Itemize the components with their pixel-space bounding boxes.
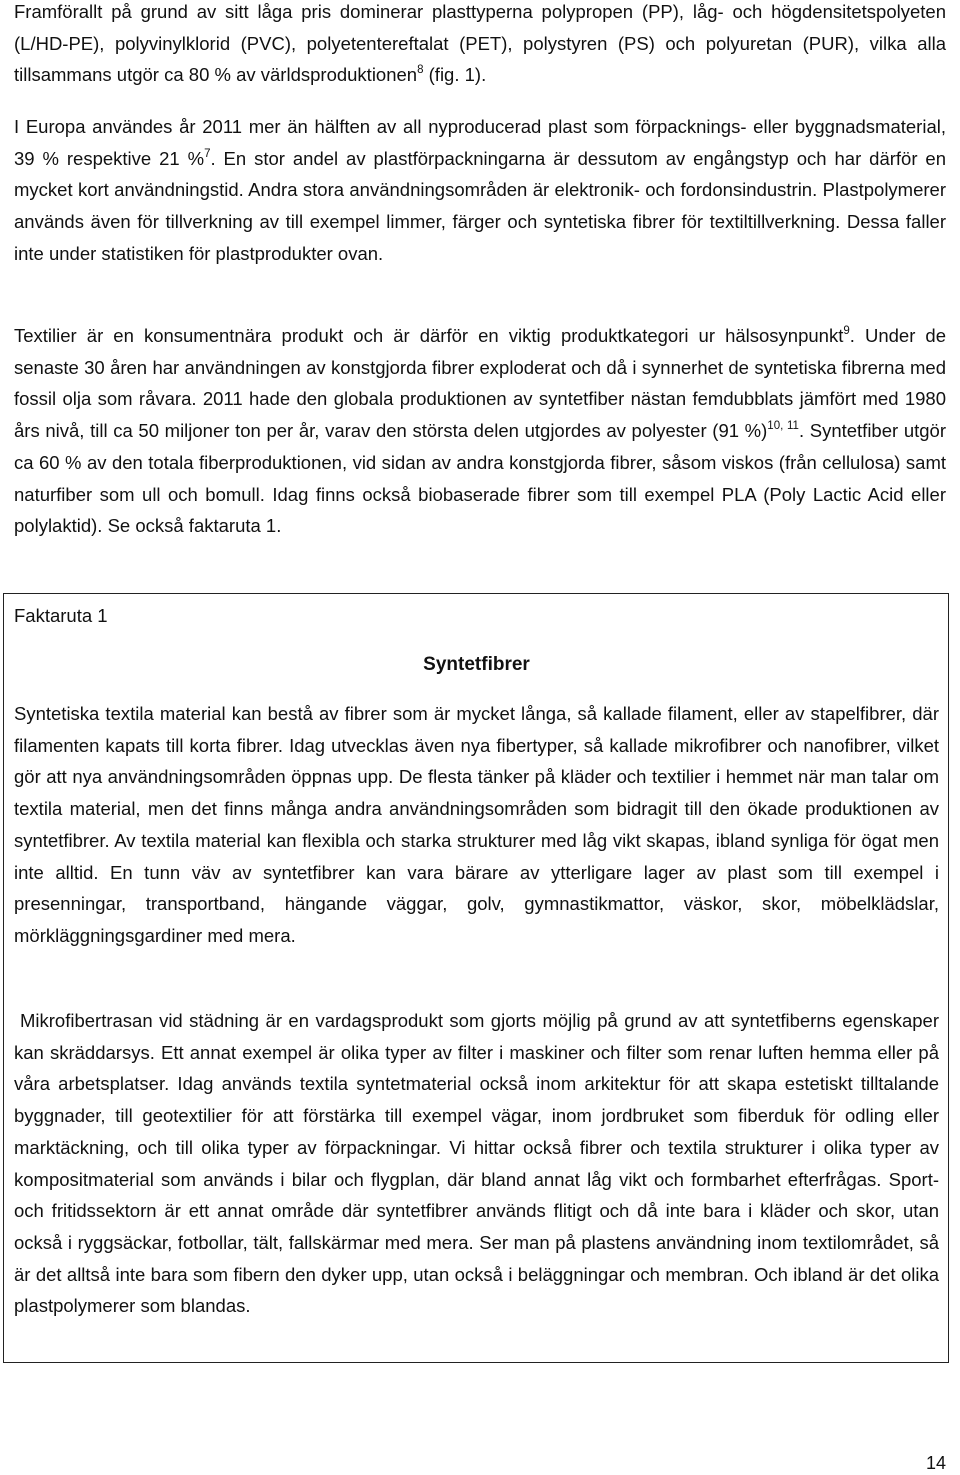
- paragraph-text: . En stor andel av plastförpackningarna är dessutom av engångstyp och har därför en mycket kort användningstid. Andra stora användningsområden är elektronik- och fordonsindustrin. Plastpolymerer används även för tillverkning av till exempel limmer, färger och syntetiska fibrer för textiltillverkning. Dessa faller inte under statistiken för plastprodukter ovan.: [14, 147, 946, 264]
- factbox: [3, 593, 949, 1363]
- paragraph-text: . Under de senaste 30 åren har användningen av konstgjorda fibrer exploderat och då i synnerhet de syntetiska fibrerna med fossil olja som råvara. 2011 hade den globala produktionen av syntetfiber nästan femdubblats jämfört med 1980 års nivå, till ca 50 miljoner ton per år, varav den största delen utgjordes av polyester (91 %): [14, 325, 947, 442]
- footnote-ref: 8: [417, 64, 424, 77]
- paragraph-text: . Syntetfiber utgör ca 60 % av den totala fiberproduktionen, vid sidan av andra konstgjorda fibrer, såsom viskos (från cellulosa) samt naturfiber som ull och bomull. Idag finns också biobaserade fibrer som till exempel PLA (Poly Lactic Acid eller polylaktid). Se också faktaruta 1.: [14, 420, 946, 537]
- footnote-ref: 10, 11: [767, 420, 799, 433]
- factbox-heading: Syntetfibrer: [423, 654, 530, 675]
- body-paragraph-europe-usage: [14, 111, 946, 270]
- paragraph-text: I Europa användes år 2011 mer än hälften av all nyproducerad plast som förpacknings- eller byggnadsmaterial, 39 % respektive 21 %: [14, 116, 946, 169]
- body-paragraph-textiles: [14, 320, 946, 542]
- factbox-label: Faktaruta 1: [14, 605, 108, 626]
- page-number: 14: [925, 1453, 946, 1473]
- paragraph-text: Framförallt på grund av sitt låga pris dominerar plasttyperna polypropen (PP), låg- och högdensitetspolyeten (L/HD-PE), polyvinylklorid (PVC), polyetentereftalat (PET), polystyren (PS) och polyuretan (PUR), vilka alla tillsammans utgör ca 80 % av världsproduktionen: [14, 1, 946, 86]
- footnote-ref: 9: [843, 325, 850, 337]
- paragraph-text: (fig. 1).: [423, 64, 487, 86]
- paragraph-text: Textilier är en konsumentnära produkt och är därför en viktig produktkategori ur hälsosynpunkt: [14, 325, 844, 346]
- factbox-paragraph: Syntetiska textila material kan bestå av fibrer som är mycket långa, så kallade filament, eller av stapelfibrer, där filamenten kapats till korta fibrer. Idag utvecklas även nya fibertyper, så kallade mikrofibrer och nanofibrer, vilket gör att nya användningsområden öppnas upp. De flesta tänker på kläder och textilier i hemmet när man talar om textila material, men det finns många andra användningsområden som bidragit till den ökade produktionen av syntetfibrer. Av textila material kan flexibla och starka strukturer med låg vikt skapas, ibland synliga för ögat men inte alltid. En tunn väv av syntetfibrer kan vara bärare av ytterligare lager av plast som till exempel i presenningar, transportband, hängande väggar, golv, gymnastikmattor, väskor, skor, möbelklädslar, mörkläggningsgardiner med mera.: [14, 703, 939, 946]
- factbox-paragraph: Mikrofibertrasan vid städning är en vardagsprodukt som gjorts möjlig på grund av att syntetfiberns egenskaper kan skräddarsys. Ett annat exempel är olika typer av filter i maskiner och filter som renar luften hemma eller på våra arbetsplatser. Idag används textila syntetmaterial också inom arkitektur för att skapa estetiskt tilltalande byggnader, till geotextilier för att förstärka till exempel vägar, inom jordbruket som fiberduk för odling eller marktäckning, och till olika typer av förpackningar. Vi hittar också fibrer och textila strukturer i olika typer av kompositmaterial som används i bilar och flygplan, där bland annat låg vikt och formbarhet efterfrågas. Sport- och fritidssektorn är ett annat område där syntetfibrer används flitigt och då inte bara i kläder och skor, utan också i ryggsäckar, fotbollar, tält, fallskärmar med mera. Ser man på plastens användning inom textilområdet, så är det alltså inte bara som fibern den dyker upp, utan också i beläggningar och membran. Och ibland är det olika plastpolymerer som blandas.: [14, 1010, 939, 1317]
- footnote-ref: 7: [204, 147, 211, 160]
- body-paragraph-plastic-types: [14, 0, 946, 91]
